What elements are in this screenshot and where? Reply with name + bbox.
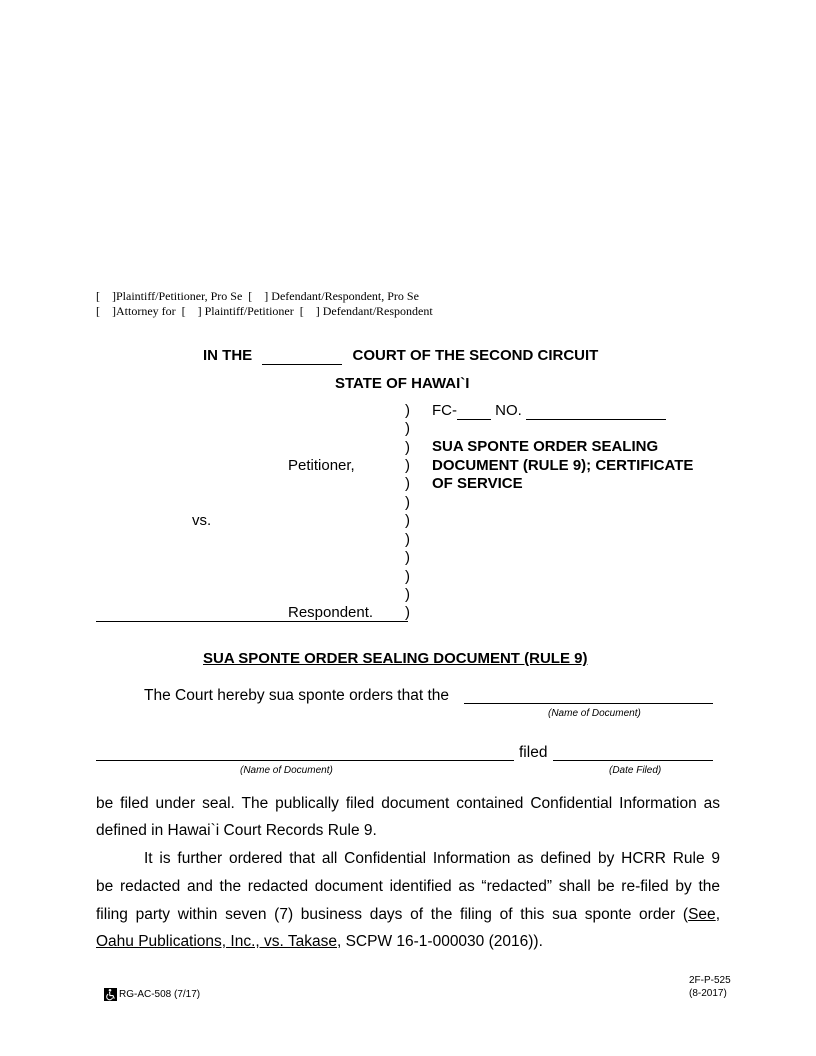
document-name-blank[interactable] [464,703,713,704]
caption-paren: ) [405,512,410,529]
paragraph-2-line: It is further ordered that all Confidential Information as defined by HCRR Rule 9 [144,850,720,867]
document-name-hint: (Name of Document) [548,708,641,719]
court-name-blank [262,347,342,365]
paragraph-2-line [96,933,543,951]
document-title-line: SUA SPONTE ORDER SEALING [432,438,659,455]
paragraph-2-line: be redacted and the redacted document identified as “redacted” shall be re-filed by the [96,878,720,895]
court-in-the: IN THE [203,347,253,364]
state-heading: STATE OF HAWAI`I [335,375,470,392]
document-title [432,438,693,494]
see-citation: See [688,906,716,923]
party-line-pro-se: [ ]Plaintiff/Petitioner, Pro Se [ ] Defendant/Respondent, Pro Se [96,289,419,303]
petitioner-label: Petitioner, [288,457,355,474]
paragraph-1-line: be filed under seal. The publically filed document contained Confidential Information as [96,795,720,812]
case-citation: Oahu Publications, Inc., vs. Takase [96,933,337,950]
paragraph-2-line [96,906,720,924]
citation-rest: , SCPW 16-1-000030 (2016)). [336,933,543,950]
case-no-label: NO. [495,402,522,419]
paragraph-2-comma: , [715,906,720,923]
date-filed-blank[interactable] [553,760,713,761]
document-title-line: DOCUMENT (RULE 9); CERTIFICATE [432,456,694,474]
document-name-blank-2[interactable] [96,760,514,761]
court-of-circuit: COURT OF THE SECOND CIRCUIT [352,347,599,364]
form-date: (8-2017) [689,988,727,999]
document-title-line: OF SERVICE [432,475,523,492]
date-filed-hint: (Date Filed) [609,765,662,776]
court-heading [203,347,598,365]
order-heading: SUA SPONTE ORDER SEALING DOCUMENT (RULE 9) [203,650,588,667]
caption-paren: ) [405,457,410,474]
caption-paren: ) [405,420,410,437]
party-line-attorney: [ ]Attorney for [ ] Plaintiff/Petitioner [ ] Defendant/Respondent [96,304,433,318]
caption-paren: ) [405,568,410,585]
wheelchair-icon [104,988,117,1001]
case-number-line [432,402,666,420]
order-intro: The Court hereby sua sponte orders that the [144,687,450,704]
caption-paren: ) [405,475,410,492]
filed-label: filed [519,744,548,761]
caption-paren: ) [405,439,410,456]
respondent-underline [96,621,408,622]
caption-paren: ) [405,494,410,511]
caption-paren: ) [405,531,410,548]
caption-paren: ) [405,549,410,566]
caption-paren: ) [405,604,410,621]
document-name-hint-2: (Name of Document) [240,765,333,776]
paragraph-1-line: defined in Hawai`i Court Records Rule 9. [96,822,377,839]
case-prefix-blank[interactable] [457,402,491,420]
form-code: RG-AC-508 (7/17) [119,989,201,1000]
case-number-blank[interactable] [526,402,666,420]
caption-paren: ) [405,402,410,419]
paragraph-2-text: filing party within seven (7) business days of the filing of this sua sponte order ( [96,906,689,923]
case-prefix: FC- [432,402,457,419]
vs-label: vs. [192,512,212,529]
form-number: 2F-P-525 [689,975,731,986]
respondent-label: Respondent. [288,604,374,621]
caption-paren: ) [405,586,410,603]
